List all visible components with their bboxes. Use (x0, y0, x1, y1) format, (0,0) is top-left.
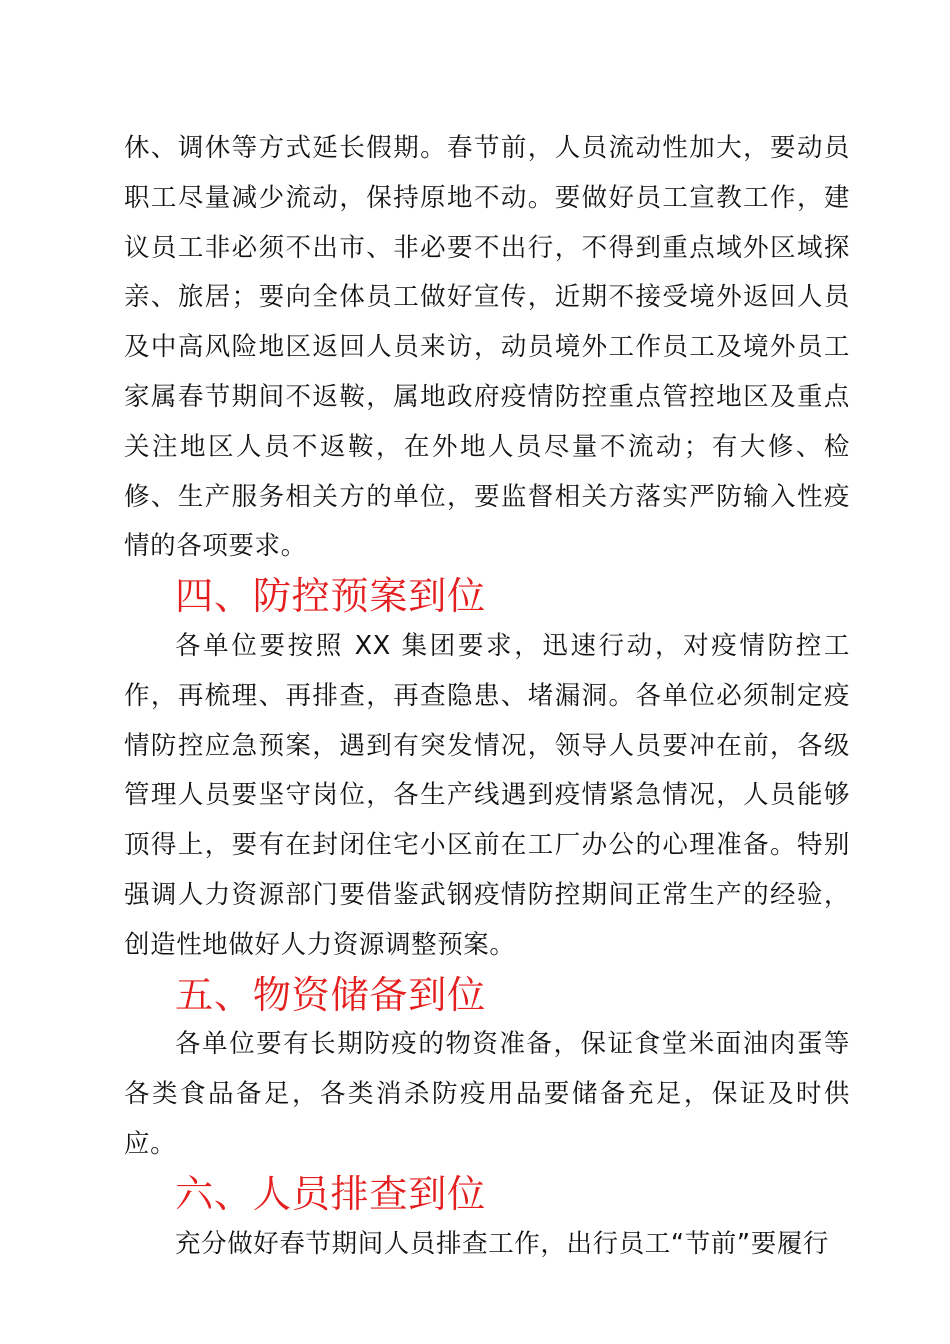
paragraph-section-6: 充分做好春节期间人员排查工作，出行员工“节前”要履行 (175, 1228, 830, 1259)
section-heading-4: 四、防控预案到位 (175, 574, 486, 620)
paragraph-continued: 休、调休等方式延长假期。春节前，人员流动性加大，要动员职工尽量减少流动，保持原地不动。要做好员工宣教工作，建议员工非必须不出市、非必要不出行，不得到重点域外区域探亲、旅居；要向全体员工做好宣传，近期不接受境外返回人员及中高风险地区返回人员来访，动员境外工作员工及境外员工家属春节期间不返鞍，属地政府疫情防控重点管控地区及重点关注地区人员不返鞍，在外地人员尽量不流动；有大修、检修、生产服务相关方的单位，要监督相关方落实严防输入性疫情的各项要求。 (124, 133, 850, 562)
paragraph-section-4: 各单位要按照 XX 集团要求，迅速行动，对疫情防控工作，再梳理、再排查，再查隐患、堵漏洞。各单位必须制定疫情防控应急预案，遇到有突发情况，领导人员要冲在前，各级管理人员要坚守岗位，各生产线遇到疫情紧急情况，人员能够顶得上，要有在封闭住宅小区前在工厂办公的心理准备。特别强调人力资源部门要借鉴武钢疫情防控期间正常生产的经验，创造性地做好人力资源调整预案。 (124, 630, 850, 960)
document-body (124, 124, 850, 1269)
section-heading-6: 六、人员排查到位 (175, 1171, 486, 1217)
section-heading-5: 五、物资储备到位 (175, 972, 486, 1018)
paragraph-section-5: 各单位要有长期防疫的物资准备，保证食堂米面油肉蛋等各类食品备足，各类消杀防疫用品要储备充足，保证及时供应。 (124, 1029, 850, 1159)
